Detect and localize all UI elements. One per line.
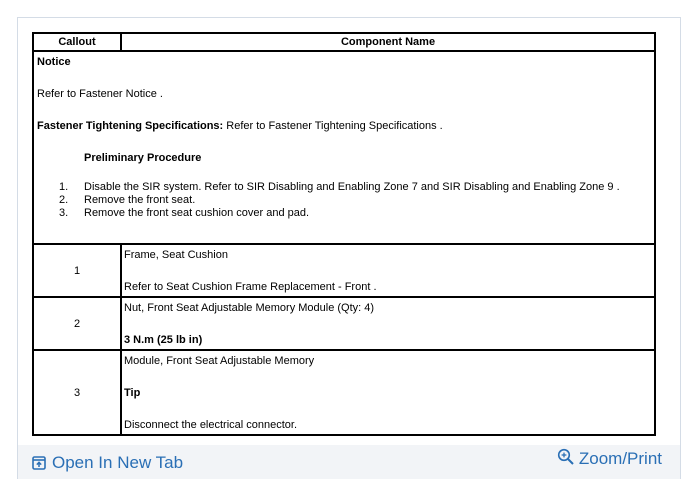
procedure-step (59, 181, 651, 194)
component-name: Nut, Front Seat Adjustable Memory Module (Qty: 4) (124, 302, 375, 314)
component-name: Frame, Seat Cushion (124, 249, 228, 261)
zoom-print-link[interactable] (557, 449, 662, 469)
callout-cell: 2 (33, 297, 121, 350)
open-in-new-tab-link[interactable] (32, 453, 183, 473)
table-row (33, 297, 655, 350)
fastener-spec-line (37, 119, 651, 133)
notice-cell (33, 51, 655, 244)
component-table (32, 32, 656, 436)
notice-title: Notice (37, 56, 71, 68)
callout-cell: 1 (33, 244, 121, 297)
table-row (33, 244, 655, 297)
preliminary-procedure-title: Preliminary Procedure (84, 152, 202, 164)
callout-header: Callout (33, 33, 121, 51)
step-number: 1. (59, 181, 69, 193)
component-name-header: Component Name (121, 33, 655, 51)
component-cell (121, 244, 655, 297)
open-in-new-tab-label: Open In New Tab (52, 453, 184, 472)
fastener-spec-label: Fastener Tightening Specifications: (37, 120, 224, 132)
component-name: Module, Front Seat Adjustable Memory (124, 355, 315, 367)
callout-cell: 3 (33, 350, 121, 435)
step-text: Remove the front seat. (84, 194, 196, 206)
table-header-row (33, 33, 655, 51)
procedure-step (59, 194, 651, 207)
tip-label: Tip (124, 387, 141, 399)
fastener-notice-link[interactable]: Refer to Fastener Notice . (37, 88, 163, 100)
fastener-spec-link[interactable]: Refer to Fastener Tightening Specifications . (223, 120, 443, 132)
document-body (32, 32, 656, 436)
zoom-print-label: Zoom/Print (578, 449, 662, 468)
footer-bar (18, 445, 680, 479)
notice-row (33, 51, 655, 244)
step-text: Disable the SIR system. Refer to SIR Disabling and Enabling Zone 7 and SIR Disabling and Enabling Zone 9 . (84, 181, 620, 193)
component-cell (121, 297, 655, 350)
component-cell (121, 350, 655, 435)
replacement-link[interactable]: Refer to Seat Cushion Frame Replacement - Front . (124, 281, 377, 293)
tip-text: Disconnect the electrical connector. (124, 419, 298, 431)
step-number: 2. (59, 194, 69, 206)
step-number: 3. (59, 207, 69, 219)
open-in-new-tab-icon (32, 456, 46, 470)
procedure-step (59, 207, 651, 220)
table-row (33, 350, 655, 435)
torque-spec: 3 N.m (25 lb in) (124, 334, 203, 346)
zoom-in-icon (557, 448, 575, 466)
procedure-steps (37, 181, 651, 220)
step-text: Remove the front seat cushion cover and pad. (84, 207, 310, 219)
document-card (17, 17, 681, 479)
